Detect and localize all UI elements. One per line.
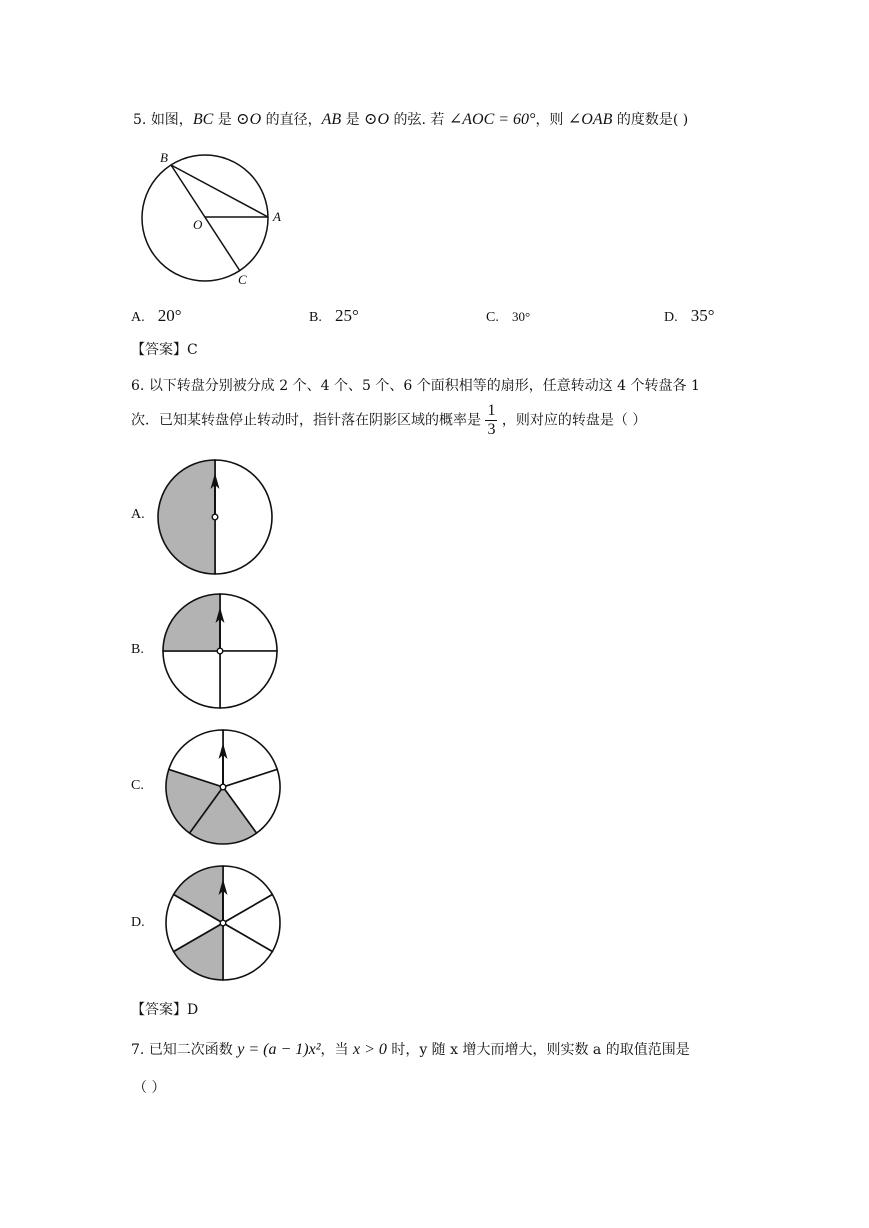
option-c[interactable]: C. 30° xyxy=(486,309,531,325)
shaded-sector xyxy=(163,594,220,651)
label-c: C xyxy=(238,272,247,287)
spinner-hub xyxy=(212,514,218,520)
fraction-one-third: $\frac{1}{3}$ xyxy=(487,402,496,438)
label-o: O xyxy=(193,217,203,232)
question-number: 5. xyxy=(133,112,147,128)
spinner-hub xyxy=(217,648,223,654)
question-5-stem: 5. 如图，BC 是 ⊙O 的直径，AB 是 ⊙O 的弦. 若 ∠AOC = 60°，则 ∠OAB 的度数是( ) xyxy=(133,111,689,128)
spinner-c[interactable] xyxy=(163,727,283,847)
sector xyxy=(220,594,277,651)
spinner-a-label: A. xyxy=(131,507,145,522)
diameter-bc xyxy=(171,165,240,271)
spinner-c-label: C. xyxy=(131,778,144,793)
question-7-stem: 7. 已知二次函数 y = (a − 1)x²，当 x > 0 时，y 随 x 增大而增大，则实数 a 的取值范围是 xyxy=(131,1041,690,1058)
question-number: 7. xyxy=(131,1042,145,1058)
spinner-d-label: D. xyxy=(131,915,145,930)
question-7-paren: （ ） xyxy=(133,1080,166,1096)
question-6-line2: 次．已知某转盘停止转动时，指针落在阴影区域的概率是 $\frac{1}{3}$ ，则对应的转盘是（ ） xyxy=(131,402,647,438)
option-d[interactable]: D. 35° xyxy=(664,306,715,325)
option-a[interactable]: A. 20° xyxy=(131,306,182,325)
label-b: B xyxy=(160,150,168,165)
sector xyxy=(163,651,220,708)
answer-q5: 【答案】C xyxy=(131,342,198,358)
sector xyxy=(215,460,272,574)
answer-q6: 【答案】D xyxy=(131,1002,199,1018)
spinner-hub xyxy=(220,920,226,926)
question-6-line1: 6. 以下转盘分别被分成 2 个、4 个、5 个、6 个面积相等的扇形，任意转动这 4 个转盘各 1 xyxy=(131,378,700,394)
label-a: A xyxy=(273,209,281,224)
spinner-b[interactable] xyxy=(160,591,280,711)
option-b[interactable]: B. 25° xyxy=(309,306,359,325)
spinner-a[interactable] xyxy=(155,457,275,577)
sector xyxy=(220,651,277,708)
circle-figure xyxy=(130,145,290,290)
spinner-b-label: B. xyxy=(131,642,144,657)
spinner-d[interactable] xyxy=(163,863,283,983)
spinner-hub xyxy=(220,784,226,790)
chord-ab xyxy=(171,165,268,217)
question-number: 6. xyxy=(131,378,145,394)
shaded-sector xyxy=(158,460,215,574)
